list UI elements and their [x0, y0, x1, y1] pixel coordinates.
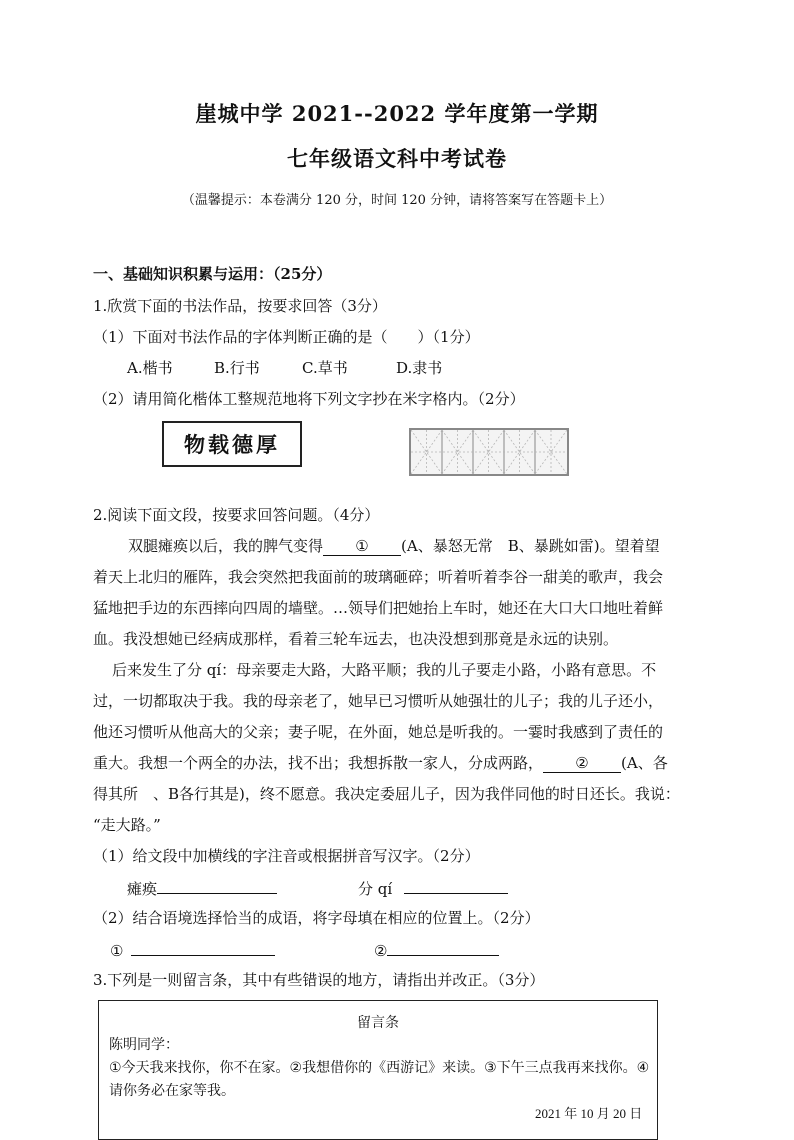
- option-c: C.草书: [302, 359, 348, 377]
- question-2-stem: 2.阅读下面文段，按要求回答问题。（4分）: [93, 506, 380, 524]
- exam-hint: （温馨提示：本卷满分 120 分，时间 120 分钟，请将答案写在答题卡上）: [181, 193, 613, 208]
- passage-text: 重大。我想一个两全的办法，找不出；我想拆散一家人，分成两路，: [93, 754, 544, 772]
- option-d: D.隶书: [396, 359, 443, 377]
- passage-text: (A、各: [621, 754, 668, 772]
- fill-row-4: [374, 938, 499, 960]
- question-1-stem: 1.欣赏下面的书法作品，按要求回答（3分）: [93, 297, 387, 315]
- idiom-answer-2[interactable]: [387, 938, 499, 956]
- passage-line: 过，一切都取决于我。我的母亲老了，她早已习惯听从她强壮的儿子；我的儿子还小，: [93, 692, 664, 710]
- passage-line: 血。我没想她已经病成那样，看着三轮车远去，也决没想到那竟是永远的诀别。: [93, 630, 619, 648]
- passage-line: 着天上北归的雁阵，我会突然把我面前的玻璃砸碎；听着听着李谷一甜美的歌声，我会: [93, 568, 664, 586]
- passage-line: 猛地把手边的东西摔向四周的墙壁。…领导们把她抬上车时，她还在大口大口地吐着鲜: [93, 599, 664, 617]
- option-b: B.行书: [214, 359, 260, 377]
- exam-title-line2: 七年级语文科中考试卷: [287, 146, 507, 171]
- fill-label: 瘫痪: [127, 880, 158, 898]
- note-line: ①今天我来找你，你不在家。②我想借你的《西游记》来读。③下午三点我再来找你。④: [109, 1060, 650, 1076]
- pinyin-answer-input[interactable]: [157, 876, 277, 894]
- passage-line: 后来发生了分 qí：母亲要走大路，大路平顺；我的儿子要走小路，小路有意思。不: [112, 661, 657, 679]
- question-1-sub2: （2）请用简化楷体工整规范地将下列文字抄在米字格内。（2分）: [93, 390, 525, 408]
- passage-text: (A、暴怒无常 B、暴跳如雷)。望着望: [401, 537, 660, 555]
- exam-title-line1: 崖城中学 2021--2022 学年度第一学期: [195, 101, 599, 126]
- option-a: A.楷书: [127, 359, 173, 377]
- passage-line: “走大路。”: [93, 816, 161, 834]
- character-answer-input[interactable]: [404, 876, 508, 894]
- note-greeting: 陈明同学：: [109, 1037, 179, 1053]
- message-note: [98, 1000, 658, 1140]
- idiom-answer-1[interactable]: [131, 938, 275, 956]
- passage-line: 他还习惯听从他高大的父亲；妻子呢，在外面，她总是听我的。一霎时我感到了责任的: [93, 723, 664, 741]
- passage-line: [128, 535, 660, 556]
- fill-label: ②: [374, 942, 388, 960]
- passage-line: 得其所 、B各行其是)，终不愿意。我决定委屈儿子，因为我伴同他的时日还长。我说：: [93, 785, 680, 803]
- note-date: 2021 年 10 月 20 日: [535, 1106, 643, 1121]
- question-1-sub1: （1）下面对书法作品的字体判断正确的是（ ）（1分）: [93, 328, 480, 346]
- mi-character-grid: [409, 428, 569, 476]
- passage-text: 双腿瘫痪以后，我的脾气变得: [128, 537, 324, 555]
- question-2-sub2: （2）结合语境选择恰当的成语，将字母填在相应的位置上。（2分）: [93, 909, 540, 927]
- fill-label: ①: [110, 942, 124, 960]
- note-line: 请你务必在家等我。: [109, 1083, 235, 1099]
- answer-blank-1[interactable]: ①: [323, 538, 401, 556]
- note-title: 留言条: [357, 1015, 399, 1031]
- calligraphy-sample: 物载德厚: [162, 421, 302, 467]
- passage-line: [93, 752, 668, 773]
- fill-row-3: [110, 938, 275, 960]
- fill-row-2: [358, 876, 508, 899]
- fill-label: 分 qí: [358, 880, 393, 898]
- answer-blank-2[interactable]: ②: [543, 755, 621, 773]
- question-3-stem: 3.下列是一则留言条，其中有些错误的地方，请指出并改正。（3分）: [93, 971, 545, 989]
- fill-row-1: [127, 876, 277, 899]
- question-2-sub1: （1）给文段中加横线的字注音或根据拼音写汉字。（2分）: [93, 847, 480, 865]
- section-heading: 一、基础知识积累与运用：（25分）: [93, 265, 332, 283]
